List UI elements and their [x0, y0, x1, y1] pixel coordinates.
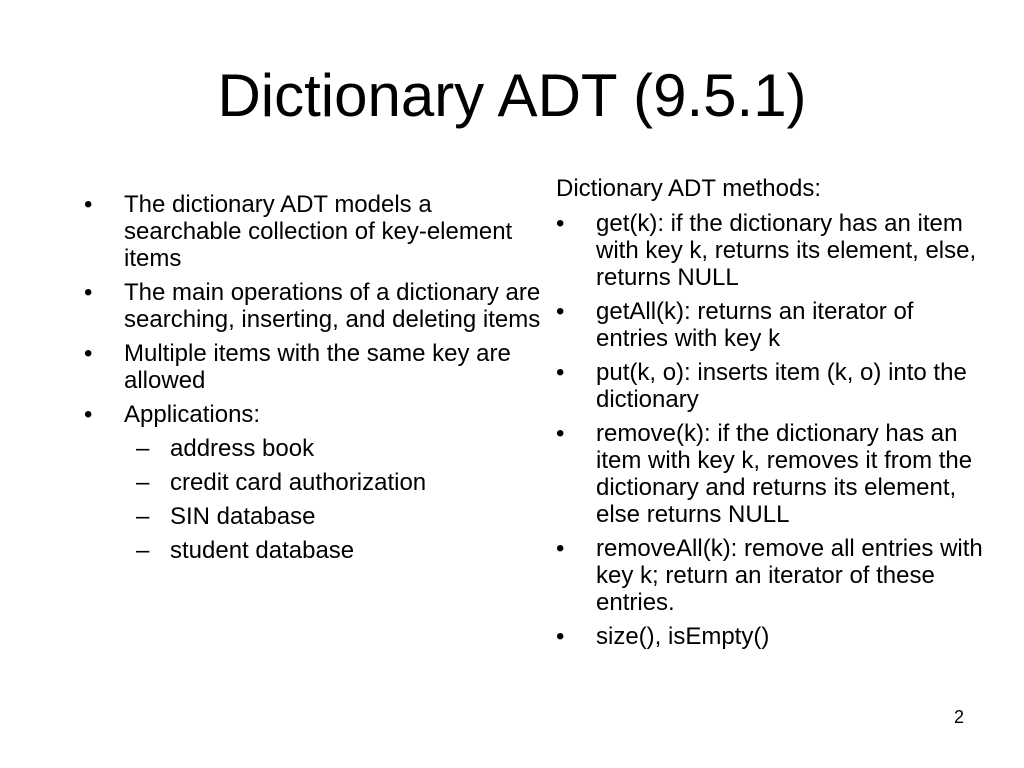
method-item [556, 298, 986, 352]
bullet-marker: • [84, 279, 93, 306]
bullet-marker: • [84, 340, 93, 367]
page-number: 2 [953, 707, 964, 727]
list-item [84, 279, 544, 333]
list-item [84, 191, 544, 272]
list-item [84, 401, 544, 428]
method-text: remove(k): if the dictionary has an item with key k, removes it from the dictionary and returns its element, else returns NULL [596, 420, 973, 528]
application-item [84, 435, 544, 462]
bullet-text: The main operations of a dictionary are searching, inserting, and deleting items [124, 279, 541, 333]
bullet-marker: • [84, 191, 93, 218]
method-text: removeAll(k): remove all entries with key k; return an iterator of these entries. [596, 535, 983, 616]
method-text: get(k): if the dictionary has an item with key k, returns its element, else, returns NULL [596, 210, 977, 291]
application-item [84, 503, 544, 530]
application-text: SIN database [170, 503, 316, 530]
dash-marker: – [136, 435, 150, 462]
dash-marker: – [136, 537, 150, 564]
bullet-marker: • [556, 210, 565, 237]
bullet-marker: • [556, 420, 565, 447]
overview-list [84, 191, 544, 564]
dash-marker: – [136, 503, 150, 530]
method-item [556, 420, 986, 528]
left-column [84, 191, 544, 571]
slide-title: Dictionary ADT (9.5.1) [217, 62, 807, 129]
application-text: student database [170, 537, 355, 564]
method-item [556, 623, 986, 650]
bullet-marker: • [556, 298, 565, 325]
dash-marker: – [136, 469, 150, 496]
bullet-marker: • [556, 359, 565, 386]
application-item [84, 537, 544, 564]
methods-heading: Dictionary ADT methods: [556, 175, 821, 202]
bullet-marker: • [556, 535, 565, 562]
right-column [556, 175, 986, 657]
method-text: size(), isEmpty() [596, 623, 770, 650]
method-item [556, 535, 986, 616]
bullet-text: The dictionary ADT models a searchable collection of key-element items [124, 191, 513, 272]
method-item [556, 359, 986, 413]
bullet-marker: • [556, 623, 565, 650]
bullet-text: Multiple items with the same key are allowed [124, 340, 511, 394]
method-text: put(k, o): inserts item (k, o) into the dictionary [596, 359, 967, 413]
application-text: address book [170, 435, 315, 462]
application-item [84, 469, 544, 496]
methods-list [556, 210, 986, 650]
bullet-marker: • [84, 401, 93, 428]
bullet-text: Applications: [124, 401, 261, 428]
application-text: credit card authorization [170, 469, 427, 496]
list-item [84, 340, 544, 394]
method-item [556, 210, 986, 291]
method-text: getAll(k): returns an iterator of entries with key k [596, 298, 914, 352]
